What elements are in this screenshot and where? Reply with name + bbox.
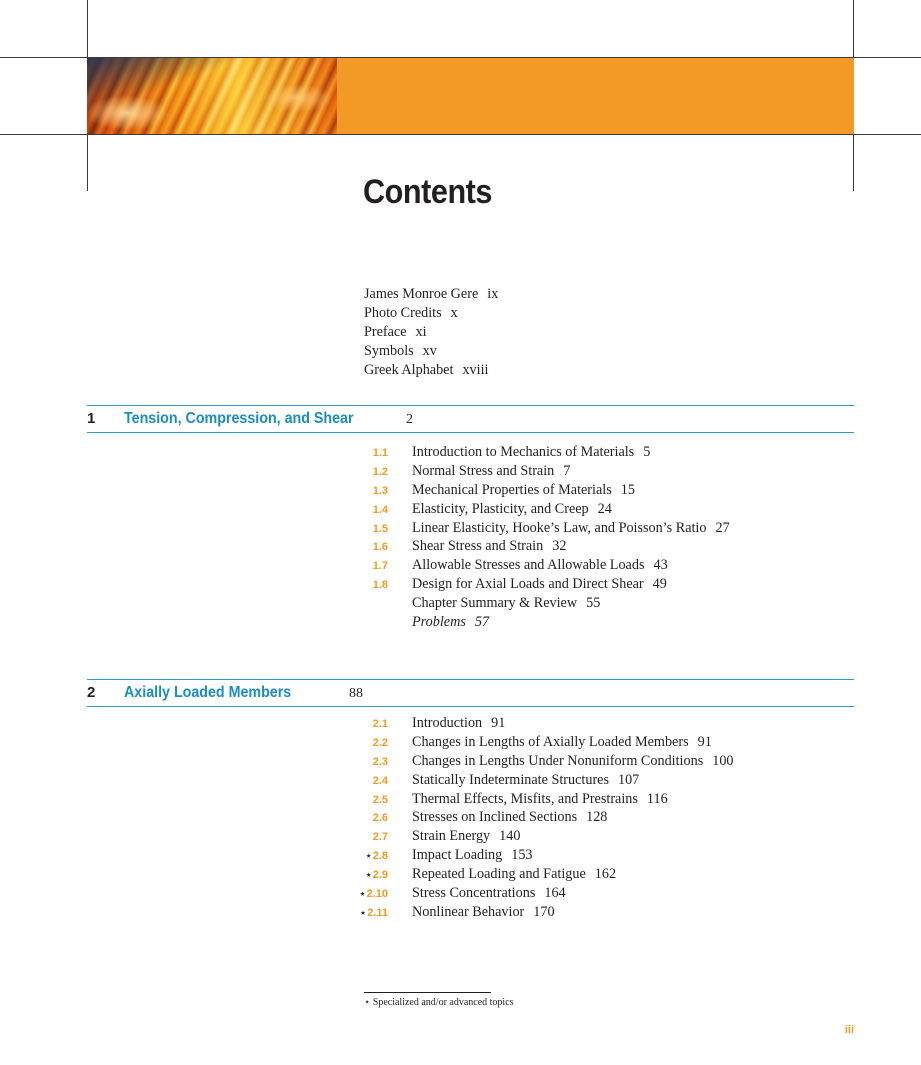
chapter-title: Tension, Compression, and Shear <box>124 410 354 427</box>
section-number <box>340 576 388 595</box>
section-label: Problems <box>412 614 466 631</box>
section-number-text: 2.5 <box>372 793 388 806</box>
section-page: 153 <box>511 847 533 864</box>
section-text <box>412 575 667 594</box>
section-list <box>340 443 854 632</box>
section-label: Elasticity, Plasticity, and Creep <box>412 500 589 517</box>
section-entry[interactable] <box>340 808 854 827</box>
chapter-title: Axially Loaded Members <box>124 684 292 701</box>
section-label: Linear Elasticity, Hooke’s Law, and Poisson’s Ratio <box>412 519 707 536</box>
page-number: iii <box>844 1024 854 1036</box>
section-page: 100 <box>712 752 734 769</box>
advanced-topic-star-icon: ⋆ <box>365 870 372 882</box>
section-page: 55 <box>586 595 601 612</box>
entry-label: James Monroe Gere <box>364 286 479 302</box>
front-matter-item[interactable] <box>364 323 498 342</box>
section-label: Statically Indeterminate Structures <box>412 771 609 788</box>
section-page: 91 <box>491 715 506 731</box>
entry-label: Preface <box>364 323 407 340</box>
section-entry[interactable] <box>340 827 854 846</box>
section-label: Mechanical Properties of Materials <box>412 481 612 498</box>
section-label: Normal Stress and Strain <box>412 462 555 479</box>
section-page: 116 <box>646 790 668 807</box>
section-entry[interactable] <box>340 790 854 809</box>
entry-label: Photo Credits <box>364 304 442 321</box>
section-number-text: 2.11 <box>367 906 388 919</box>
section-number <box>340 501 388 520</box>
advanced-topic-star-icon: ⋆ <box>359 889 366 901</box>
section-entry[interactable] <box>340 575 854 594</box>
section-number-text: 2.7 <box>372 831 388 844</box>
section-entry[interactable] <box>340 556 854 575</box>
section-page: 164 <box>544 885 566 902</box>
section-number <box>340 444 388 463</box>
section-number-text: 2.9 <box>372 869 388 882</box>
entry-label: Greek Alphabet <box>364 361 454 378</box>
section-label: Introduction to Mechanics of Materials <box>412 444 635 460</box>
section-number-text: 2.3 <box>372 755 388 768</box>
section-label: Allowable Stresses and Allowable Loads <box>412 557 645 574</box>
section-label: Stress Concentrations <box>412 885 536 902</box>
front-matter-item[interactable] <box>364 304 498 323</box>
section-text <box>412 481 635 500</box>
section-number <box>340 828 388 847</box>
chapter-heading[interactable] <box>87 679 854 707</box>
section-page: 15 <box>620 481 635 498</box>
section-text <box>412 733 712 752</box>
section-label: Changes in Lengths of Axially Loaded Members <box>412 733 689 750</box>
header-color-band <box>337 58 854 134</box>
section-page: 5 <box>643 444 651 460</box>
section-label: Changes in Lengths Under Nonuniform Conditions <box>412 752 704 769</box>
section-number-text: 1.1 <box>372 447 388 459</box>
section-page: 7 <box>563 462 571 479</box>
front-matter-item[interactable] <box>364 342 498 361</box>
section-number-text: 1.4 <box>372 503 388 516</box>
section-label: Chapter Summary & Review <box>412 595 578 612</box>
advanced-topic-star-icon: ⋆ <box>359 907 367 919</box>
entry-label: Symbols <box>364 342 414 359</box>
entry-page: xviii <box>462 361 489 378</box>
section-label: Shear Stress and Strain <box>412 538 544 555</box>
section-page: 27 <box>715 519 730 536</box>
chapter-page: 2 <box>406 412 413 427</box>
section-number <box>340 809 388 828</box>
section-page: 170 <box>533 903 555 920</box>
section-entry[interactable] <box>340 903 854 922</box>
section-text <box>412 884 566 903</box>
section-number <box>340 772 388 791</box>
section-text <box>412 556 668 575</box>
section-page: 128 <box>586 809 608 826</box>
section-entry[interactable] <box>340 752 854 771</box>
section-page: 91 <box>697 733 712 750</box>
section-text <box>412 613 489 632</box>
section-entry[interactable] <box>340 733 854 752</box>
section-number <box>340 538 388 557</box>
section-number <box>340 904 388 924</box>
entry-page: x <box>450 304 458 321</box>
section-text <box>412 443 650 462</box>
section-text <box>412 500 612 519</box>
section-number-text: 2.10 <box>366 888 388 901</box>
header-photo <box>87 58 337 134</box>
section-number <box>340 734 388 753</box>
section-number-text: 2.6 <box>372 812 388 825</box>
section-page: 107 <box>617 771 640 788</box>
section-number-text: 2.2 <box>372 736 388 749</box>
chapter-number: 2 <box>87 684 96 701</box>
section-text <box>412 594 600 613</box>
section-label: Impact Loading <box>412 847 503 864</box>
section-page: 49 <box>652 576 667 593</box>
section-label: Design for Axial Loads and Direct Shear <box>412 576 644 593</box>
section-number <box>340 557 388 576</box>
section-label: Stresses on Inclined Sections <box>412 809 578 826</box>
section-text <box>412 808 607 827</box>
section-page: 24 <box>597 500 612 517</box>
section-number-text: 1.3 <box>372 484 388 497</box>
section-text <box>412 462 570 481</box>
section-number-text: 1.6 <box>372 541 388 554</box>
front-matter-list <box>364 285 498 380</box>
entry-page: xi <box>415 323 427 340</box>
section-entry[interactable] <box>340 594 854 613</box>
section-number <box>340 463 388 482</box>
section-number-text: 1.8 <box>372 579 388 592</box>
section-label: Strain Energy <box>412 828 491 845</box>
section-entry[interactable] <box>340 443 854 462</box>
frame-rule-bottom <box>0 134 921 135</box>
section-text <box>412 752 734 771</box>
section-number-text: 2.4 <box>372 774 388 787</box>
section-text <box>412 714 505 733</box>
front-matter-item[interactable] <box>364 285 498 304</box>
section-text <box>412 790 668 809</box>
section-entry[interactable] <box>340 771 854 790</box>
chapter-heading[interactable] <box>87 405 854 433</box>
section-entry[interactable] <box>340 537 854 556</box>
section-entry[interactable] <box>340 462 854 481</box>
section-entry[interactable] <box>340 519 854 538</box>
section-entry[interactable] <box>340 884 854 903</box>
section-text <box>412 537 566 556</box>
section-label: Thermal Effects, Misfits, and Prestrains <box>412 790 638 807</box>
section-number-text: 2.1 <box>372 718 388 730</box>
section-entry[interactable] <box>340 865 854 884</box>
section-entry[interactable] <box>340 714 854 733</box>
section-entry[interactable] <box>340 846 854 865</box>
chapter-number: 1 <box>87 410 96 427</box>
entry-page: xv <box>422 342 437 359</box>
page-title: Contents <box>363 173 492 211</box>
section-entry[interactable] <box>340 500 854 519</box>
section-number <box>340 715 388 734</box>
section-number-text: 1.5 <box>372 522 388 535</box>
section-text <box>412 771 639 790</box>
section-entry[interactable] <box>340 481 854 500</box>
section-text <box>412 865 616 884</box>
section-number <box>340 753 388 772</box>
section-number-text: 2.8 <box>372 850 388 863</box>
footnote: ⋆ Specialized and/or advanced topics <box>364 997 514 1008</box>
section-page: 32 <box>552 538 567 555</box>
section-number <box>340 482 388 501</box>
section-list <box>340 714 854 922</box>
section-page: 57 <box>474 614 490 631</box>
section-text <box>412 903 555 922</box>
section-page: 43 <box>653 557 668 574</box>
advanced-topic-star-icon: ⋆ <box>365 851 372 863</box>
front-matter-item[interactable] <box>364 361 498 380</box>
footnote-rule <box>364 992 491 993</box>
section-number <box>340 791 388 810</box>
section-page: 140 <box>499 828 521 845</box>
section-number <box>340 520 388 539</box>
section-label: Repeated Loading and Fatigue <box>412 866 586 883</box>
section-entry[interactable] <box>340 613 854 632</box>
chapter-page: 88 <box>349 686 363 701</box>
section-number-text: 1.2 <box>372 465 388 478</box>
entry-page: ix <box>487 286 499 302</box>
section-number-text: 1.7 <box>372 560 388 573</box>
section-label: Introduction <box>412 715 483 731</box>
section-text <box>412 846 533 865</box>
section-text <box>412 827 520 846</box>
section-text <box>412 519 730 538</box>
section-page: 162 <box>594 866 617 883</box>
section-label: Nonlinear Behavior <box>412 903 525 920</box>
